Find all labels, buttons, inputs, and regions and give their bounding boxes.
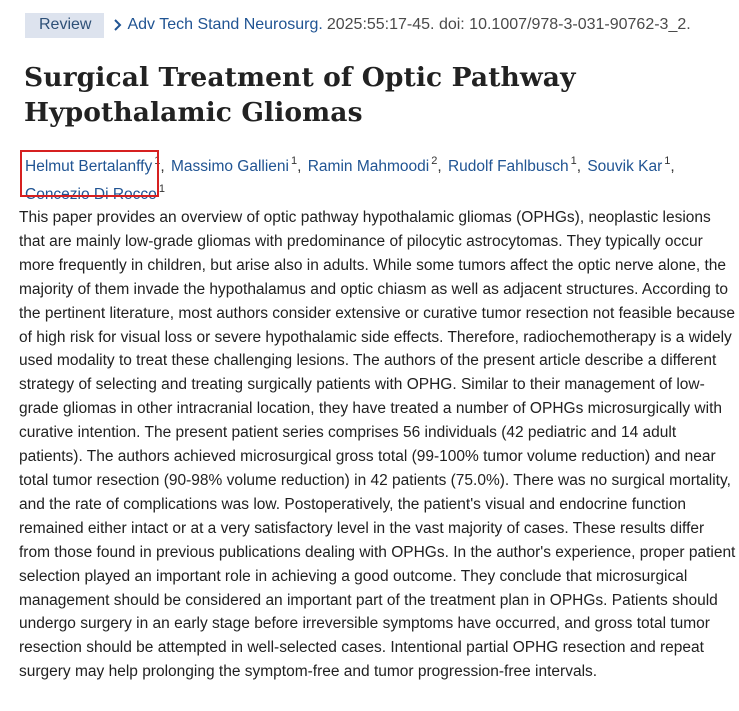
author-link[interactable]: Massimo Gallieni xyxy=(170,158,289,175)
affiliation-number[interactable]: 1 xyxy=(664,155,671,167)
affiliation-number[interactable]: 1 xyxy=(158,183,165,195)
author-separator: , xyxy=(160,158,165,175)
citation-details: 2025:55:17-45. doi: 10.1007/978-3-031-90762-3_2. xyxy=(326,16,691,33)
author-separator: , xyxy=(437,158,442,175)
author-separator: , xyxy=(670,158,675,175)
author-link[interactable]: Souvik Kar xyxy=(587,158,663,175)
journal-link[interactable]: Adv Tech Stand Neurosurg. xyxy=(127,16,323,33)
affiliation-number[interactable]: 1 xyxy=(290,155,298,167)
article-title: Surgical Treatment of Optic Pathway Hypothalamic Gliomas xyxy=(24,62,576,128)
affiliation-number[interactable]: 1 xyxy=(154,155,161,167)
author-separator: , xyxy=(297,158,302,175)
affiliation-number[interactable]: 2 xyxy=(431,155,438,167)
abstract-text: This paper provides an overview of optic pathway hypothalamic gliomas (OPHGs), neoplastic lesions that are mainly low-grade gliomas with predominance of pilocytic astrocytomas. They typically occur more frequently in children, but arise also in adults. While some tumors affect the optic nerve alone, the majority of them invade the hypothalamus and optic chiasm as well as adjacent structures. According to the pertinent literature, most authors consider extensive or curative tumor resection not feasible because of high risk for visual loss or severe hypothalamic side effects. Therefore, radiochemotherapy is a widely used modality to treat these challenging lesions. The authors of the present article describe a different strategy of selecting and treating surgically patients with OPHG. Similar to their management of low-grade gliomas in other intracranial location, they have treated a number of OPHGs microsurgically with curative intention. The present patient series comprises 56 individuals (42 pediatric and 14 adult patients). The authors achieved microsurgical gross total (99-100% tumor volume reduction) and near total tumor resection (90-98% volume reduction) in 42 patients (75.0%). There was no surgical mortality, and the rate of complications was low. Postoperatively, the patient's visual and endocrine function remained either intact or at a very satisfactory level in the vast majority of cases. These results differ from those found in previous publications dealing with OPHGs. In the author's experience, proper patient selection played an important role in achieving a good outcome. They conclude that microsurgical management should be considered an important part of the treatment plan in OPHGs. Patients should undergo surgery in an early stage before irreversible symptoms have occurred, and gross total tumor resection should be attempted in well-selected cases. Intentional partial OPHG resection and repeat surgery may help prolonging the symptom-free and tumor progression-free intervals. xyxy=(19,209,736,681)
author-separator: , xyxy=(576,158,582,175)
author-link[interactable]: Rudolf Fahlbusch xyxy=(447,158,569,175)
author-link[interactable]: Concezio Di Rocco xyxy=(25,186,157,203)
author-link[interactable]: Helmut Bertalanffy xyxy=(25,158,153,175)
citation-line xyxy=(25,12,691,38)
affiliation-number[interactable]: 1 xyxy=(570,155,577,167)
chevron-right-icon xyxy=(113,16,123,34)
author-list xyxy=(25,150,730,206)
article-type-badge: Review xyxy=(25,13,104,38)
author-link[interactable]: Ramin Mahmoodi xyxy=(307,158,430,175)
